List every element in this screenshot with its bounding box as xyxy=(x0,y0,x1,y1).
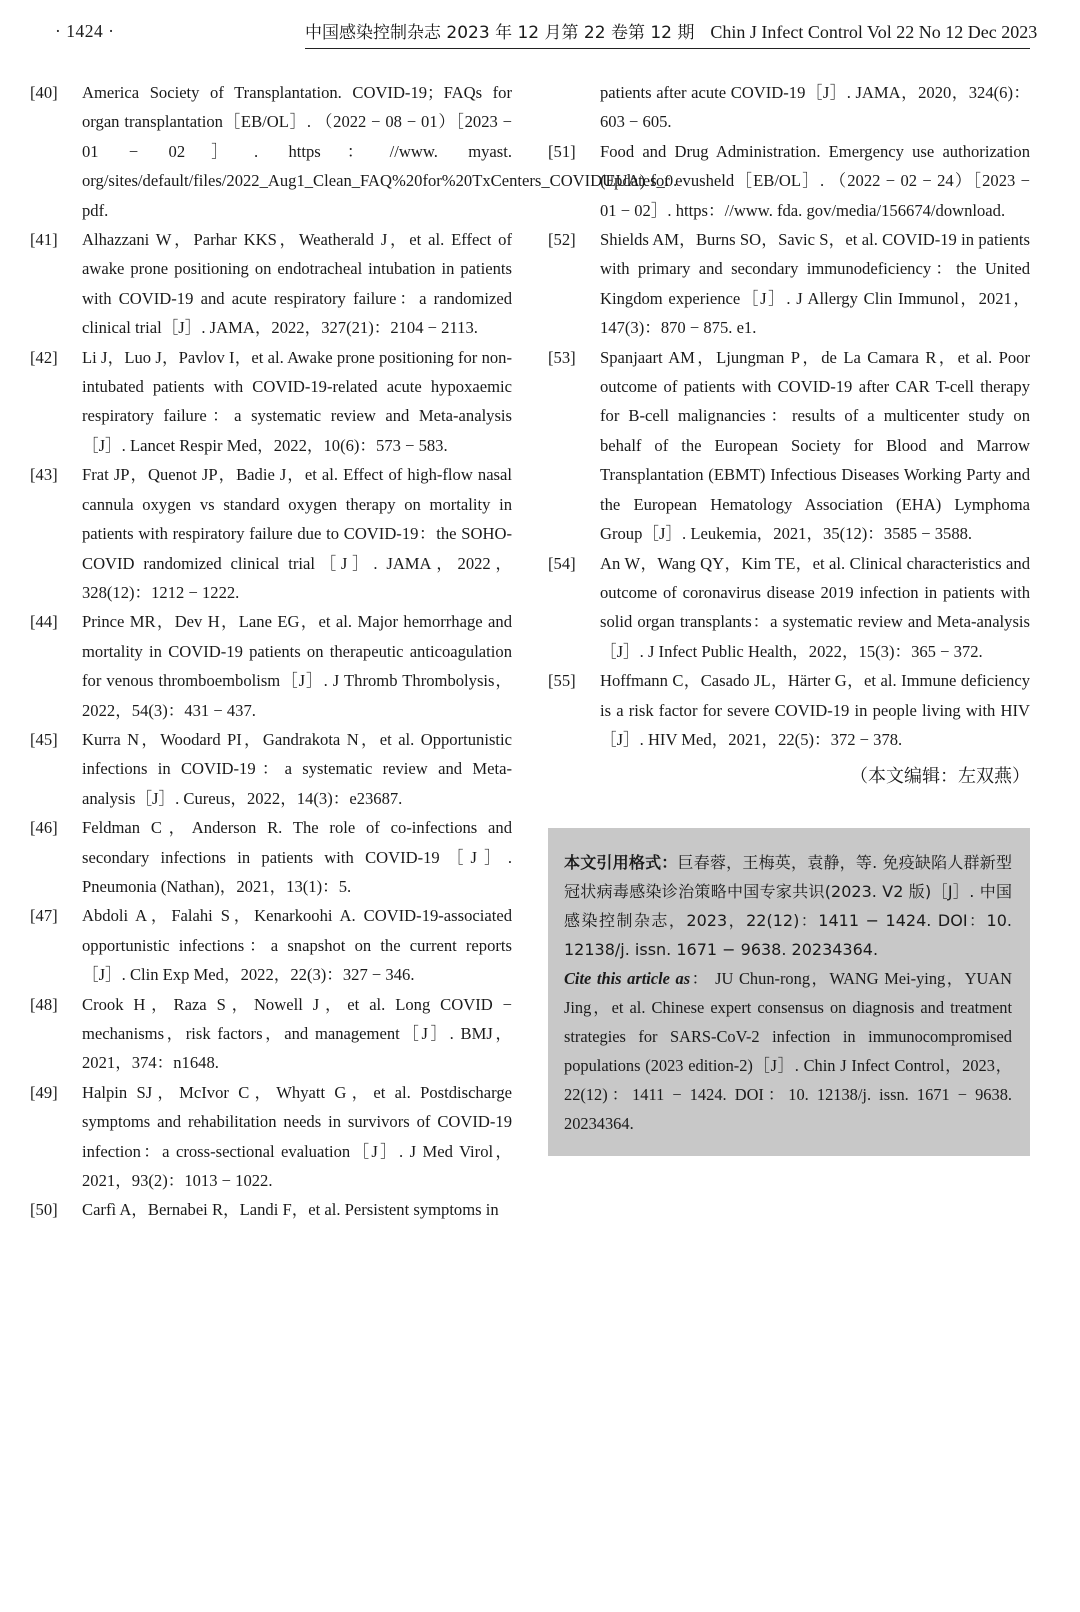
journal-title-cn: 中国感染控制杂志 2023 年 12 月第 22 卷第 12 期 xyxy=(305,23,695,43)
reference-number: [53] xyxy=(548,347,576,367)
reference-item xyxy=(30,725,512,813)
reference-text: Frat JP，Quenot JP，Badie J，et al. Effect of high-flow nasal cannula oxygen vs standard oxygen therapy on mortality in patients with respiratory failure due to COVID-19：the SOHO-COVID randomized clinical trial［J］. JAMA，2022，328(12)：1212 − 1222. xyxy=(82,465,512,602)
citation-chinese-label: 本文引用格式： xyxy=(564,853,678,872)
reference-number: [46] xyxy=(30,818,58,838)
reference-text: Spanjaart AM，Ljungman P，de La Camara R，et al. Poor outcome of patients with COVID-19 after CAR T-cell therapy for B-cell malignancies：results of a multicenter study on behalf of the European Society for Blood and Marrow Transplantation (EBMT) Infectious Diseases Working Party and the European Hematology Association (EHA) Lymphoma Group［J］. Leukemia，2021，35(12)：3585 − 3588. xyxy=(600,347,1030,544)
citation-chinese-text: 巨春蓉，王梅英，袁静，等. 免疫缺陷人群新型冠状病毒感染诊治策略中国专家共识(2023. V2 版)［J］. 中国感染控制杂志，2023，22(12)：1411 − 1424. DOI：10. 12138/j. issn. 1671 − 9638. 20234364. xyxy=(564,853,1012,959)
reference-item xyxy=(30,460,512,607)
page-folio: · 1424 · xyxy=(55,21,115,41)
reference-item xyxy=(30,1078,512,1196)
reference-item xyxy=(30,1195,512,1224)
citation-english xyxy=(564,964,1012,1138)
reference-number: [54] xyxy=(548,553,576,573)
reference-number: [43] xyxy=(30,465,58,485)
reference-item xyxy=(30,607,512,725)
reference-text: Food and Drug Administration. Emergency use authorization (EUA) for evusheld［EB/OL］. （2022 − 02 − 24）［2023 − 01 − 02］. https：//www. fda. gov/media/156674/download. xyxy=(600,141,1030,220)
reference-text: America Society of Transplantation. COVID-19；FAQs for organ transplantation［EB/OL］. （2022 − 08 − 01）［2023 − 01 − 02］. https：//www. myast. org/sites/default/files/2022_Aug1_Clean_FAQ%20for%20TxCenters_COVIDUpdates_0. pdf. xyxy=(82,83,678,220)
reference-text: An W，Wang QY，Kim TE，et al. Clinical characteristics and outcome of coronavirus disease 2019 infection in patients with solid organ transplants：a systematic review and Meta-analysis［J］. J Infect Public Health，2022，15(3)：365 − 372. xyxy=(600,553,1030,661)
reference-number: [41] xyxy=(30,230,58,250)
reference-number: [48] xyxy=(30,994,58,1014)
reference-continuation-text: patients after acute COVID-19［J］. JAMA，2020，324(6)：603 − 605. xyxy=(600,83,1030,132)
reference-text: Crook H，Raza S，Nowell J，et al. Long COVID − mechanisms，risk factors，and management［J］. BMJ，2021，374：n1648. xyxy=(82,994,512,1073)
citation-english-text: JU Chun-rong，WANG Mei-ying，YUAN Jing，et al. Chinese expert consensus on diagnosis and treatment strategies for SARS-CoV-2 infection in immunocompromised populations (2023 edition-2)［J］. Chin J Infect Control，2023，22(12)：1411 − 1424. DOI：10. 12138/j. issn. 1671 − 9638. 20234364. xyxy=(564,969,1012,1133)
reference-number: [45] xyxy=(30,729,58,749)
reference-text: Feldman C，Anderson R. The role of co-infections and secondary infections in patients with COVID-19［J］. Pneumonia (Nathan)，2021，13(1)：5. xyxy=(82,818,512,896)
right-column xyxy=(548,78,1030,754)
reference-number: [44] xyxy=(30,612,58,632)
reference-text: Shields AM，Burns SO，Savic S，et al. COVID-19 in patients with primary and secondary immunodeficiency：the United Kingdom experience［J］. J Allergy Clin Immunol，2021，147(3)：870 − 875. e1. xyxy=(600,230,1030,338)
citation-english-label: Cite this article as xyxy=(564,969,691,988)
reference-item xyxy=(548,549,1030,667)
reference-number: [55] xyxy=(548,671,576,691)
reference-item xyxy=(30,813,512,901)
reference-number: [49] xyxy=(30,1082,58,1102)
reference-item xyxy=(30,225,512,343)
reference-text: Prince MR，Dev H，Lane EG，et al. Major hemorrhage and mortality in COVID-19 patients on therapeutic anticoagulation for venous thromboembolism［J］. J Thromb Thrombolysis，2022，54(3)：431 − 437. xyxy=(82,612,512,720)
reference-number: [51] xyxy=(548,141,576,161)
reference-text: Abdoli A，Falahi S，Kenarkoohi A. COVID-19-associated opportunistic infections：a snapshot on the current reports［J］. Clin Exp Med，2022，22(3)：327 − 346. xyxy=(82,906,512,985)
reference-item xyxy=(548,343,1030,549)
reference-continuation xyxy=(548,78,1030,137)
reference-item xyxy=(548,225,1030,343)
reference-item xyxy=(30,343,512,461)
reference-item xyxy=(548,666,1030,754)
reference-text: Alhazzani W，Parhar KKS，Weatherald J，et al. Effect of awake prone positioning on endotracheal intubation in patients with COVID-19 and acute respiratory failure：a randomized clinical trial［J］. JAMA，2022，327(21)：2104 − 2113. xyxy=(82,230,512,338)
reference-text: Hoffmann C，Casado JL，Härter G，et al. Immune deficiency is a risk factor for severe COVID-19 in people living with HIV［J］. HIV Med，2021，22(5)：372 − 378. xyxy=(600,671,1030,749)
editor-note: （本文编辑：左双燕） xyxy=(850,766,1030,787)
reference-text: Halpin SJ，McIvor C，Whyatt G，et al. Postdischarge symptoms and rehabilitation needs in survivors of COVID-19 infection：a cross-sectional evaluation［J］. J Med Virol，2021，93(2)：1013 − 1022. xyxy=(82,1082,512,1191)
reference-item xyxy=(30,990,512,1078)
reference-text: Li J，Luo J，Pavlov I，et al. Awake prone positioning for non-intubated patients with COVID-19-related acute hypoxaemic respiratory failure：a systematic review and Meta-analysis［J］. Lancet Respir Med，2022，10(6)：573 − 583. xyxy=(82,347,512,455)
reference-text: Carfì A，Bernabei R，Landi F，et al. Persistent symptoms in xyxy=(82,1200,499,1220)
reference-number: [42] xyxy=(30,347,58,367)
journal-header xyxy=(305,18,1038,49)
citation-chinese xyxy=(564,848,1012,964)
reference-number: [50] xyxy=(30,1200,58,1220)
reference-item xyxy=(30,901,512,989)
running-head xyxy=(0,12,1080,52)
journal-title-en: Chin J Infect Control Vol 22 No 12 Dec 2023 xyxy=(710,22,1038,42)
reference-item xyxy=(548,137,1030,225)
reference-number: [52] xyxy=(548,230,576,250)
reference-number: [47] xyxy=(30,906,58,926)
reference-number: [40] xyxy=(30,83,58,102)
citation-english-separator: ： xyxy=(690,969,710,988)
citation-box xyxy=(548,828,1030,1156)
reference-text: Kurra N，Woodard PI，Gandrakota N，et al. Opportunistic infections in COVID-19：a systematic review and Meta-analysis［J］. Cureus，2022，14(3)：e23687. xyxy=(82,729,512,808)
